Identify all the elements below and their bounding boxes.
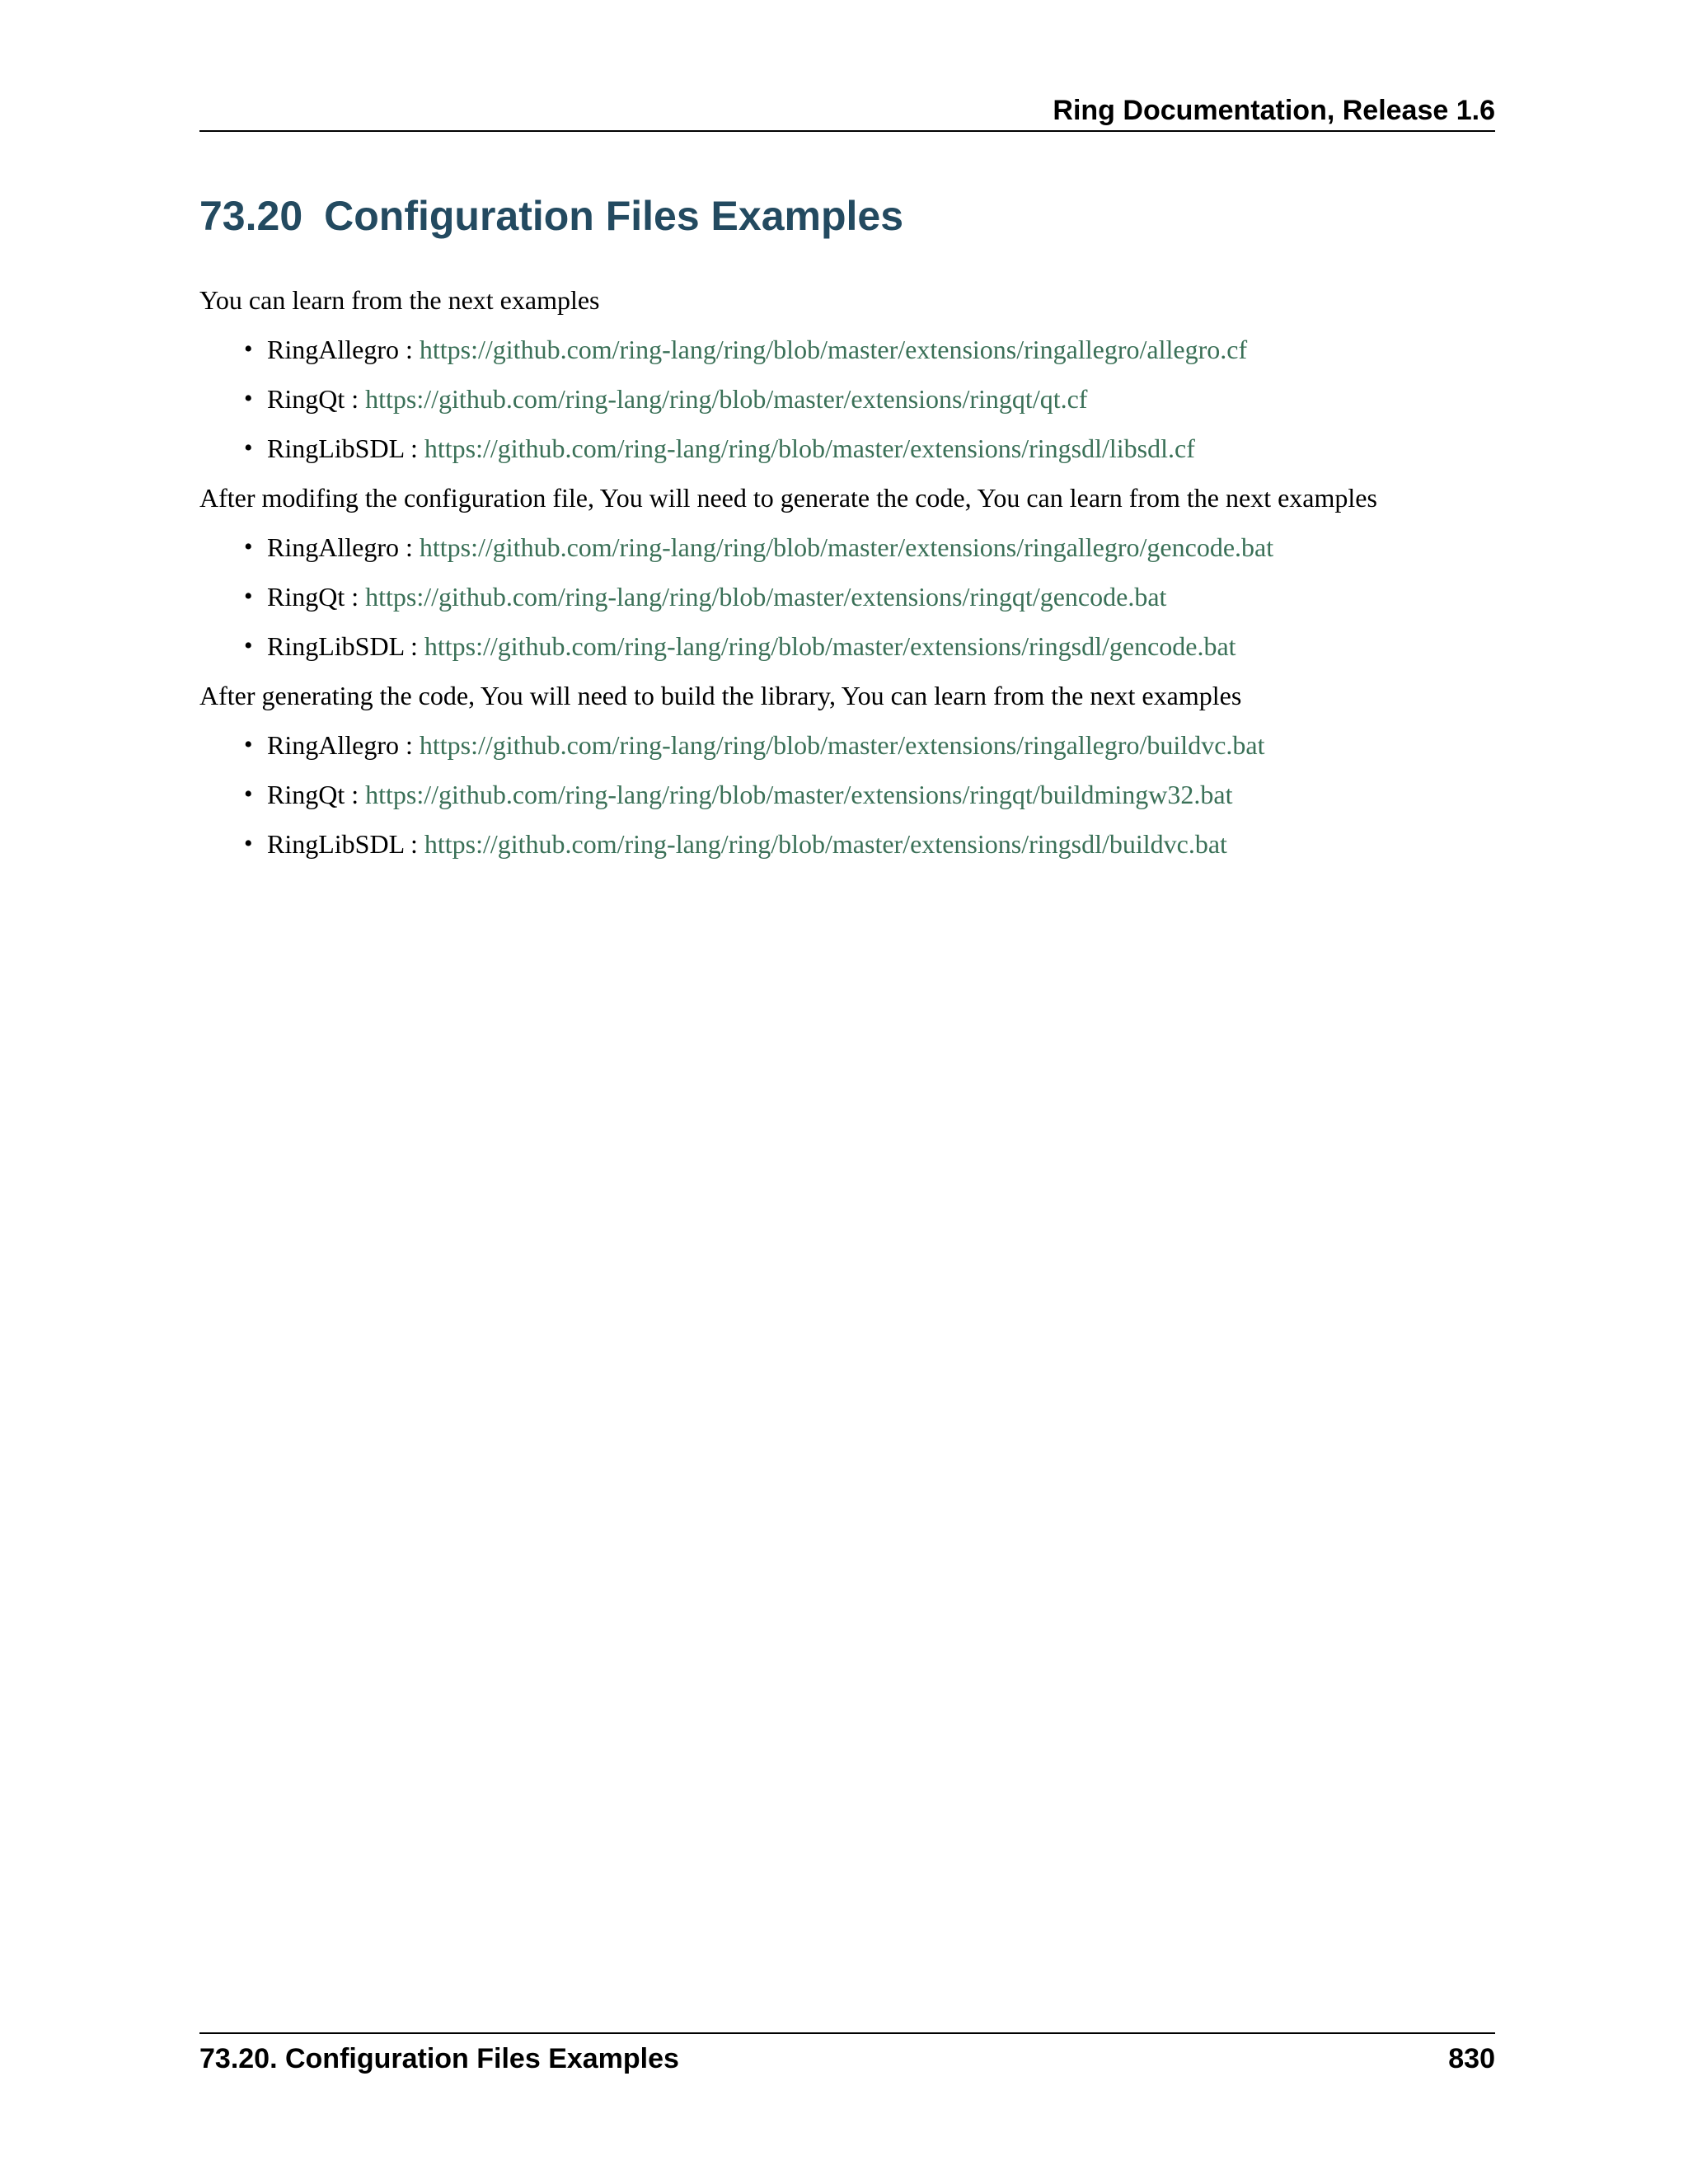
build-list (199, 729, 1495, 860)
list-item (199, 827, 1495, 860)
build-paragraph: After generating the code, You will need to build the library, You can learn from the next examples (199, 681, 1242, 710)
gencode-list (199, 531, 1495, 663)
item-label: RingAllegro : (267, 532, 413, 562)
bullet-icon: • (244, 533, 253, 560)
item-label: RingAllegro : (267, 335, 413, 364)
footer-section-title: 73.20. Configuration Files Examples (199, 2043, 679, 2074)
bullet-icon: • (244, 583, 253, 610)
bullet-icon: • (244, 780, 253, 808)
list-item (199, 580, 1495, 613)
header-rule (199, 130, 1495, 132)
section-number: 73.20 (199, 193, 303, 239)
list-item (199, 729, 1495, 762)
bullet-icon: • (244, 632, 253, 659)
generate-paragraph: After modifing the configuration file, You will need to generate the code, You can learn from the next examples (199, 483, 1377, 513)
section-title: Configuration Files Examples (324, 193, 904, 239)
list-item (199, 432, 1495, 465)
bullet-icon: • (244, 434, 253, 462)
item-link[interactable]: https://github.com/ring-lang/ring/blob/master/extensions/ringallegro/allegro.cf (419, 335, 1248, 364)
item-link[interactable]: https://github.com/ring-lang/ring/blob/master/extensions/ringsdl/libsdl.cf (424, 434, 1195, 463)
section-heading (199, 191, 903, 241)
bullet-icon: • (244, 731, 253, 758)
list-item (199, 778, 1495, 811)
item-label: RingQt : (267, 582, 359, 612)
item-label: RingQt : (267, 780, 359, 809)
item-link[interactable]: https://github.com/ring-lang/ring/blob/master/extensions/ringqt/qt.cf (365, 384, 1088, 414)
item-label: RingAllegro : (267, 730, 413, 760)
list-item (199, 630, 1495, 663)
document-page (199, 0, 1495, 2184)
footer-rule (199, 2032, 1495, 2034)
item-link[interactable]: https://github.com/ring-lang/ring/blob/master/extensions/ringqt/buildmingw32.bat (365, 780, 1233, 809)
bullet-icon: • (244, 385, 253, 412)
bullet-icon: • (244, 830, 253, 857)
item-link[interactable]: https://github.com/ring-lang/ring/blob/master/extensions/ringallegro/buildvc.bat (419, 730, 1265, 760)
running-header: Ring Documentation, Release 1.6 (1053, 95, 1495, 126)
section-body (199, 284, 1495, 877)
list-item (199, 333, 1495, 366)
list-item (199, 382, 1495, 415)
item-link[interactable]: https://github.com/ring-lang/ring/blob/master/extensions/ringsdl/buildvc.bat (424, 829, 1227, 859)
item-label: RingLibSDL : (267, 631, 418, 661)
item-link[interactable]: https://github.com/ring-lang/ring/blob/master/extensions/ringallegro/gencode.bat (419, 532, 1274, 562)
bullet-icon: • (244, 335, 253, 363)
item-link[interactable]: https://github.com/ring-lang/ring/blob/master/extensions/ringsdl/gencode.bat (424, 631, 1236, 661)
item-label: RingLibSDL : (267, 829, 418, 859)
config-files-list (199, 333, 1495, 465)
item-label: RingQt : (267, 384, 359, 414)
list-item (199, 531, 1495, 564)
page-number: 830 (1448, 2043, 1495, 2074)
item-label: RingLibSDL : (267, 434, 418, 463)
intro-paragraph: You can learn from the next examples (199, 285, 600, 315)
item-link[interactable]: https://github.com/ring-lang/ring/blob/master/extensions/ringqt/gencode.bat (365, 582, 1167, 612)
